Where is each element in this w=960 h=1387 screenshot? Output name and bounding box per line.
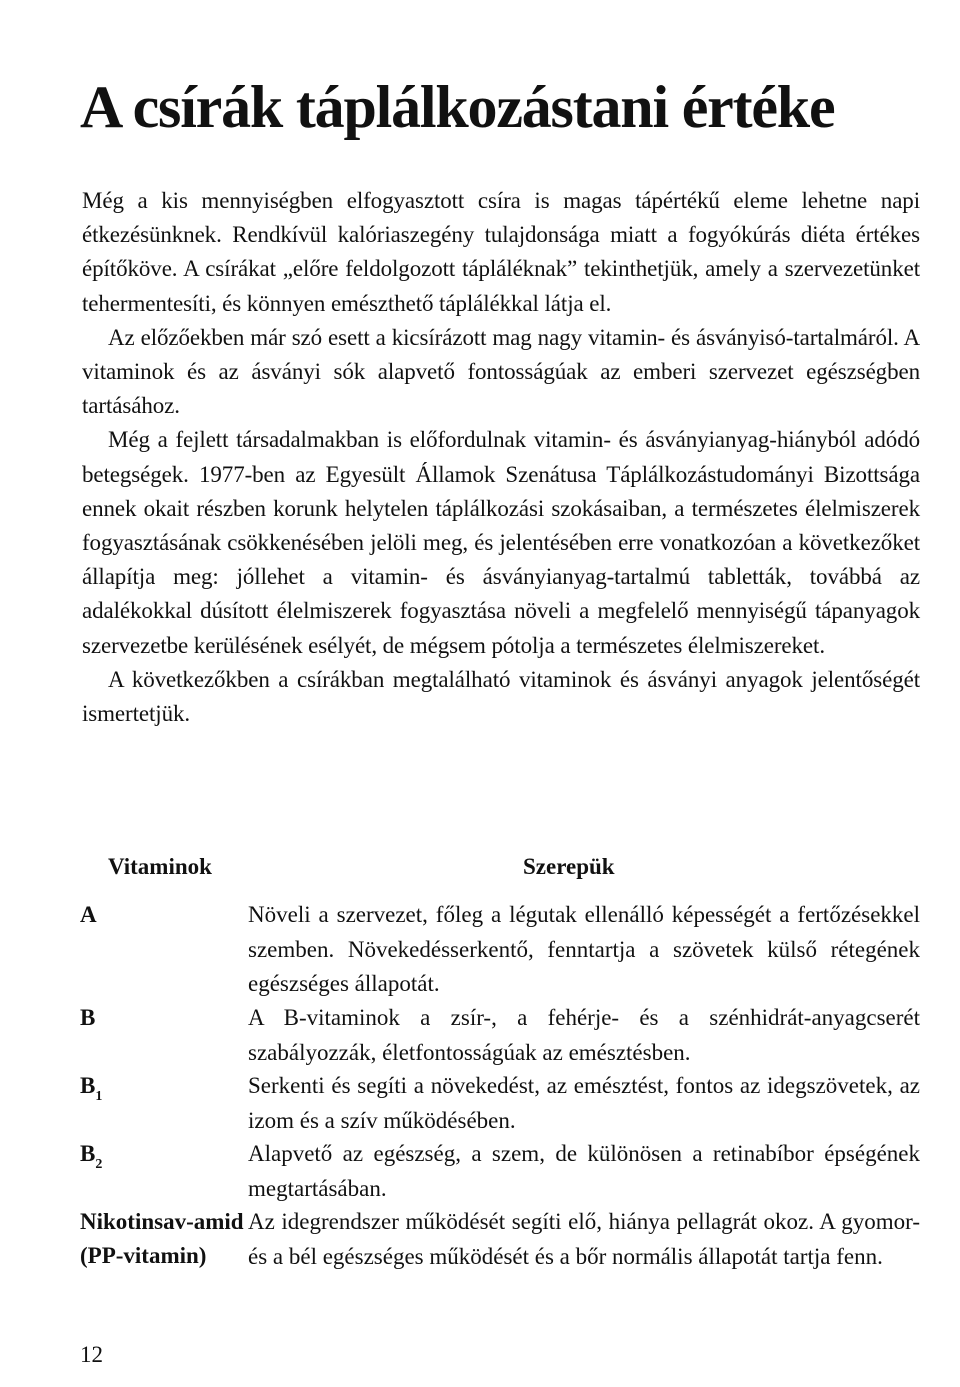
vitamin-name [80, 898, 250, 932]
paragraph-deficiency: Még a fejlett társadalmakban is előfordulnak vitamin- és ásványianyag-hiányból adódó betegségek. 1977-ben az Egyesült Államok Szenátusa Táplálkozástudományi Bizottsága ennek okait részben korunk helytelen táplálkozási szokásaiban, a természetes élelmiszerek fogyasztásának csökkenésében jelöli meg, és jelentésében erre vonatkozóan a következőket állapítja meg: jóllehet a vitamin- és ásványianyag-tartalmú tabletták, továbbá az adalékokkal dúsított élelmiszerek fogyasztása növeli a megfelelő mennyiségű tápanyagok szervezetbe kerülésének esélyét, de mégsem pótolja a természetes élelmiszereket. [82, 427, 920, 658]
vitamin-name [80, 1001, 250, 1035]
vitamin-description: Serkenti és segíti a növekedést, az emésztést, fontos az idegszövetek, az izom és a szív működésében. [248, 1073, 920, 1133]
vitamin-description: Alapvető az egészség, a szem, de különösen a retinabíbor épségének megtartásában. [248, 1141, 920, 1201]
table-header-vitamins: Vitaminok [108, 854, 212, 879]
vitamin-description: Az idegrendszer működését segíti elő, hiánya pellagrát okoz. A gyomor- és a bél egészséges működését és a bőr normális állapotát tartja fenn. [248, 1209, 920, 1269]
vitamin-name [80, 1137, 250, 1175]
page-title: A csírák táplálkozástani értéke [80, 74, 835, 140]
paragraph-vitamin-content: Az előzőekben már szó esett a kicsírázott mag nagy vitamin- és ásványisó-tartalmáról. A vitaminok és az ásványi sók alapvető fontosságúak az emberi szervezet egészségben tartásához. [82, 324, 920, 419]
vitamin-subscript: 1 [95, 1089, 103, 1104]
vitamin-letter: B [80, 1141, 96, 1166]
page-number: 12 [80, 1342, 103, 1367]
vitamin-description: Növeli a szervezet, főleg a légutak ellenálló képességét a fertőzésekkel szemben. Növekedésserkentő, fenntartja a szövetek külső rétegének egészséges állapotát. [248, 902, 920, 996]
vitamin-letter: A [80, 902, 97, 927]
vitamin-subscript: 2 [95, 1157, 103, 1172]
vitamin-letter: B [80, 1073, 96, 1098]
paragraph-following: A következőkben a csírákban megtalálható vitaminok és ásványi anyagok jelentőségét ismertetjük. [82, 666, 920, 727]
body-text [82, 184, 920, 731]
vitamin-name [80, 1069, 250, 1107]
vitamin-name: Nikotinsav-amid (PP-vitamin) [80, 1209, 244, 1268]
vitamin-description: A B-vitaminok a zsír-, a fehérje- és a szénhidrát-anyagcserét szabályozzák, életfontosságúak az emésztésben. [248, 1005, 920, 1065]
paragraph-intro: Még a kis mennyiségben elfogyasztott csíra is magas tápértékű eleme lehetne napi étkezésünknek. Rendkívül kalóriaszegény tulajdonsága miatt a fogyókúrás diéta értékes építőköve. A csírákat „előre feldolgozott tápláléknak” tekinthetjük, amely a szervezetünket tehermentesíti, és könnyen emészthető táplálékkal látja el. [82, 188, 920, 316]
table-header-role: Szerepük [523, 854, 615, 879]
vitamin-letter: B [80, 1005, 96, 1030]
